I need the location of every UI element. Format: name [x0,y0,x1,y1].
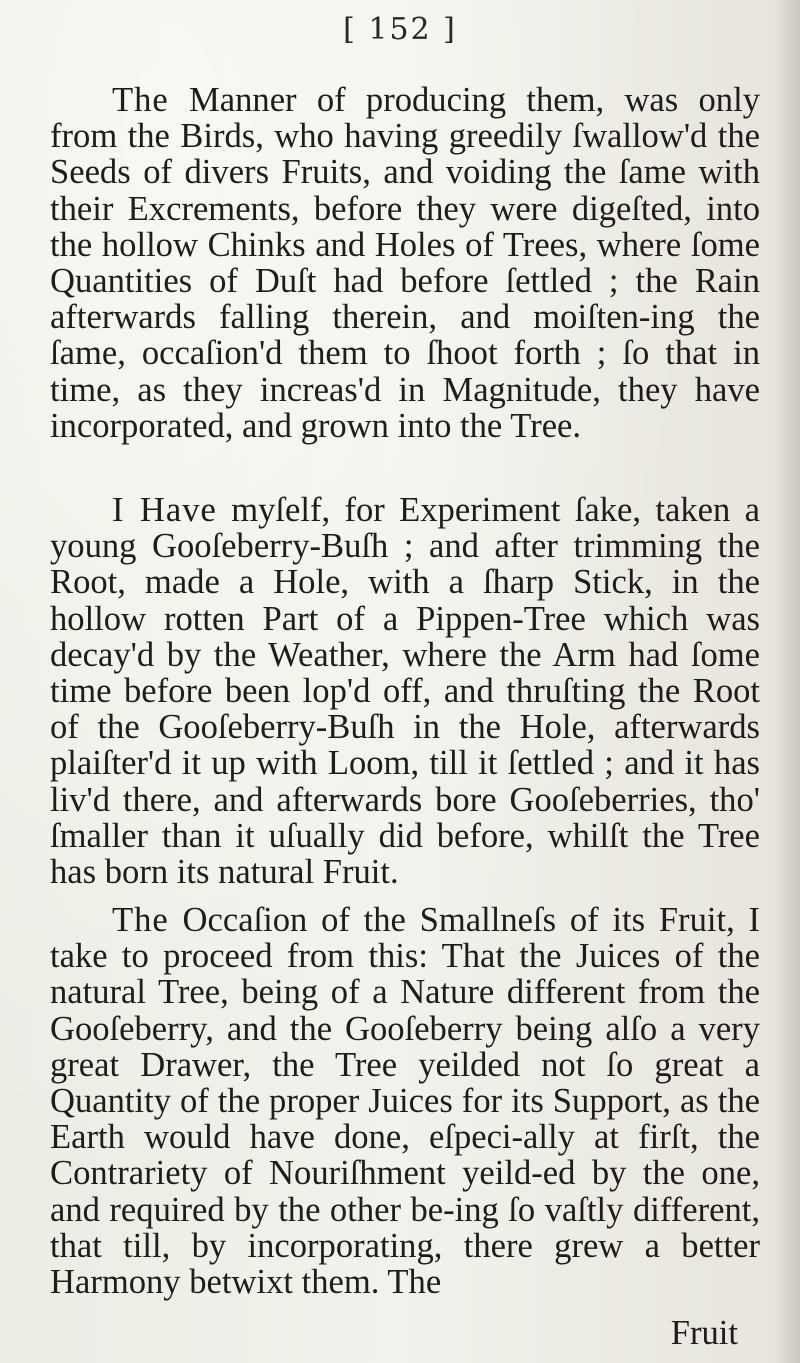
paragraph-1-text: Manner of producing them, was only from the Birds, who having greedily ſwallow'd the Seeds of divers Fruits, and voiding the ſame with their Excrements, before they were digeſted, into the hollow Chinks and Holes of Trees, where ſome Quantities of Duſt had before ſettled ; the Rain afterwards falling therein, and moiſten-ing the ſame, occaſion'd them to ſhoot forth ; ſo that in time, as they increas'd in Magnitude, they have incorporated, and grown into the Tree. [50,81,760,445]
paragraph-3 [50,902,760,1300]
paragraph-1 [50,82,760,444]
paragraph-2-text: myſelf, for Experiment ſake, taken a young Gooſeberry-Buſh ; and after trimming the Root, made a Hole, with a ſharp Stick, in the hollow rotten Part of a Pippen-Tree which was decay'd by the Weather, where the Arm had ſome time before been lop'd off, and thruſting the Root of the Gooſeberry-Buſh in the Hole, afterwards plaiſter'd it up with Loom, till it ſettled ; and it has liv'd there, and afterwards bore Gooſeberries, tho' ſmaller than it uſually did before, whilſt the Tree has born its natural Fruit. [50,491,760,892]
page-number: [ 152 ] [343,12,457,47]
paragraph-2-opening-word: I Have [112,491,217,529]
catchword: Fruit [670,1314,738,1352]
paragraph-2 [50,492,760,890]
paragraph-3-text: Occaſion of the Smallneſs of its Fruit, I take to proceed from this: That the Juices of the natural Tree, being of a Nature different from the Gooſeberry, and the Gooſeberry being alſo a very great Drawer, the Tree yeilded not ſo great a Quantity of the proper Juices for its Support, as the Earth would have done, eſpeci-ally at firſt, the Contrariety of Nouriſhment yeild-ed by the one, and required by the other be-ing ſo vaſtly different, that till, by incorporating, there grew a better Harmony betwixt them. The [50,901,760,1302]
page-edge-shadow [774,0,800,1363]
paragraph-1-opening-word: The [112,81,169,119]
paragraph-3-opening-word: The [112,901,169,939]
